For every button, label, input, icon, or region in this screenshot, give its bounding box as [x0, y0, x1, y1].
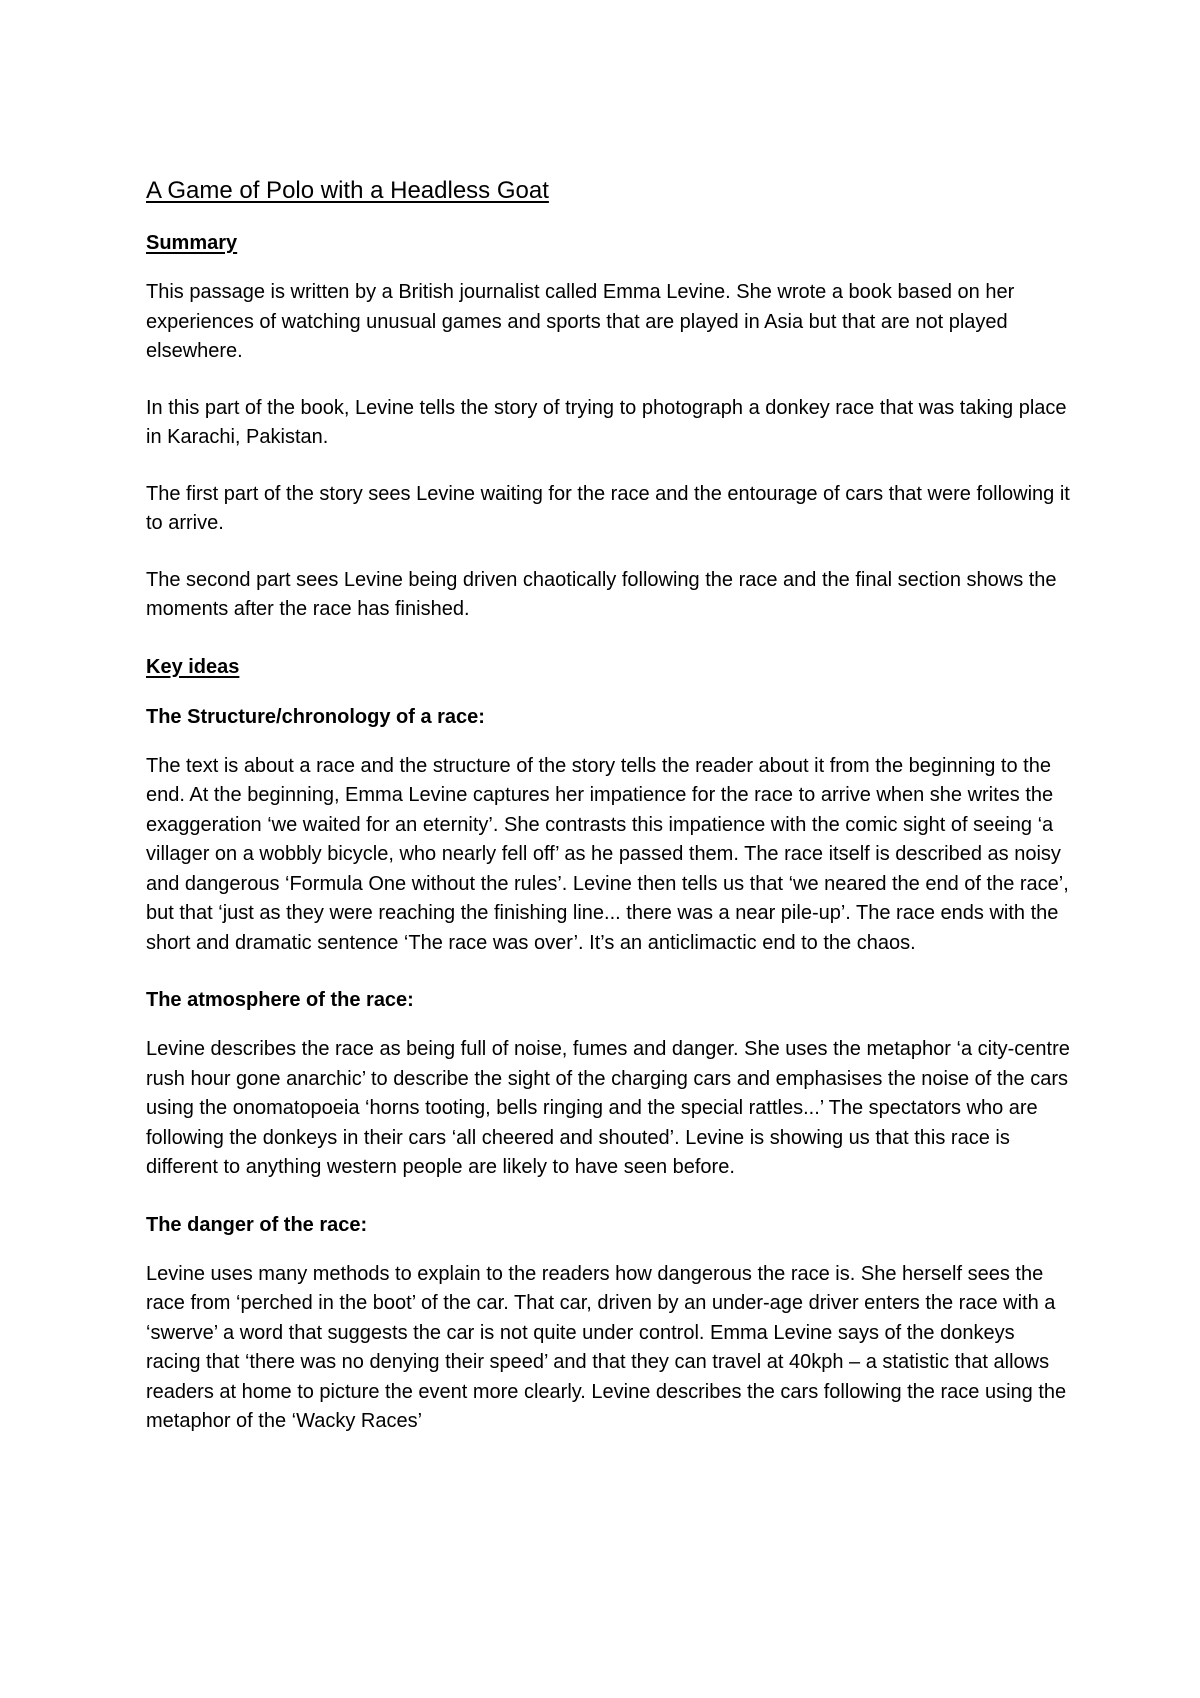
section-heading-danger: The danger of the race: [146, 1213, 368, 1236]
section-body-danger: Levine uses many methods to explain to the readers how dangerous the race is. She herself sees the race from ‘perched in the boot’ of the car. That car, driven by an under-age driver enters the race with a ‘swerve’ a word that suggests the car is not quite under control. Emma Levine says of the donkeys racing that ‘there was no denying their speed’ and that they can travel at 40kph – a statistic that allows readers at home to picture the event more clearly. Levine describes the cars following the race using the metaphor of the ‘Wacky Races’ [146, 1262, 1067, 1432]
summary-heading: Summary [146, 232, 238, 254]
section-body-structure: The text is about a race and the structure of the story tells the reader about it from the beginning to the end. At the beginning, Emma Levine captures her impatience for the race to arrive when she writes the exaggeration ‘we waited for an eternity’. She contrasts this impatience with the comic sight of seeing ‘a villager on a wobbly bicycle, who nearly fell off’ as he passed them. The race itself is described as noisy and dangerous ‘Formula One without the rules’. Levine then tells us that ‘we neared the end of the race’, but that ‘just as they were reaching the finishing line... there was a near pile-up’. The race ends with the short and dramatic sentence ‘The race was over’. It’s an anticlimactic end to the chaos. [146, 754, 1069, 954]
summary-paragraph: This passage is written by a British journalist called Emma Levine. She wrote a book based on her experiences of watching unusual games and sports that are played in Asia but that are not played elsewhere. [146, 281, 1015, 362]
section-heading-structure: The Structure/chronology of a race: [146, 705, 485, 728]
section-heading-atmosphere: The atmosphere of the race: [146, 989, 414, 1011]
summary-paragraph: The second part sees Levine being driven chaotically following the race and the final section shows the moments after the race has finished. [146, 568, 1057, 620]
document-title: A Game of Polo with a Headless Goat [146, 177, 549, 204]
section-body-atmosphere: Levine describes the race as being full of noise, fumes and danger. She uses the metaphor ‘a city-centre rush hour gone anarchic’ to describe the sight of the charging cars and emphasises the noise of the cars using the onomatopoeia ‘horns tooting, bells ringing and the special rattles...’ The spectators who are following the donkeys in their cars ‘all cheered and shouted’. Levine is showing us that this race is different to anything western people are likely to have seen before. [146, 1038, 1070, 1178]
summary-paragraph: The first part of the story sees Levine waiting for the race and the entourage of cars that were following it to arrive. [146, 482, 1070, 534]
summary-paragraph: In this part of the book, Levine tells the story of trying to photograph a donkey race that was taking place in Karachi, Pakistan. [146, 396, 1067, 448]
key-ideas-heading: Key ideas [146, 655, 240, 678]
document-page [146, 176, 1070, 1464]
